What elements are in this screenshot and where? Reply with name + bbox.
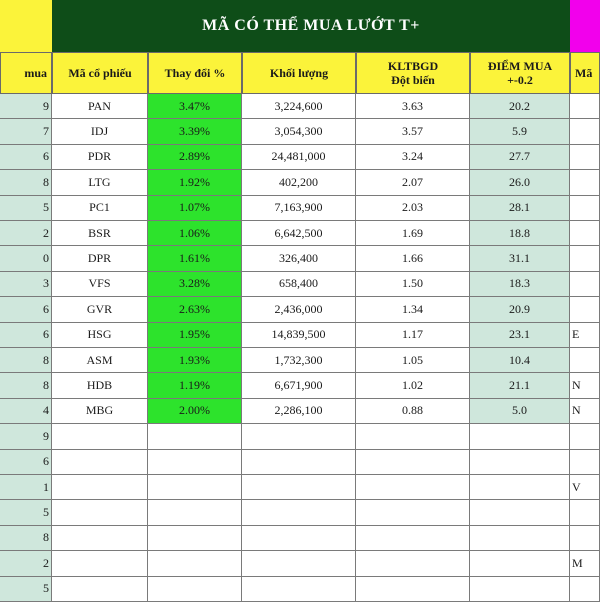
- empty-cell: [356, 475, 470, 500]
- cell-point: 20.9: [470, 297, 570, 322]
- header-kltbgd-line1: KLTBGD: [387, 59, 439, 73]
- cell-volume: 6,671,900: [242, 373, 356, 398]
- empty-cell: [470, 475, 570, 500]
- cell-code: GVR: [52, 297, 148, 322]
- right-partial-cell: [570, 450, 600, 475]
- right-partial-cell: N: [570, 373, 600, 398]
- cell-kltbgd: 2.07: [356, 170, 470, 195]
- right-partial-cell: [570, 272, 600, 297]
- header-point: [470, 52, 570, 94]
- cell-point: 28.1: [470, 196, 570, 221]
- cell-code: HSG: [52, 323, 148, 348]
- cell-kltbgd: 1.66: [356, 246, 470, 271]
- cell-point: 20.2: [470, 94, 570, 119]
- cell-point: 5.0: [470, 399, 570, 424]
- cell-change: 1.19%: [148, 373, 242, 398]
- cell-change: 3.39%: [148, 119, 242, 144]
- empty-cell: [52, 551, 148, 576]
- cell-point: 21.1: [470, 373, 570, 398]
- left-partial-cell: 0: [0, 246, 52, 271]
- empty-cell: [52, 500, 148, 525]
- left-partial-cell: 9: [0, 424, 52, 449]
- empty-cell: [148, 551, 242, 576]
- empty-cell: [148, 500, 242, 525]
- left-partial-cell: 6: [0, 145, 52, 170]
- cell-volume: 3,224,600: [242, 94, 356, 119]
- cell-kltbgd: 0.88: [356, 399, 470, 424]
- empty-cell: [148, 475, 242, 500]
- left-partial-cell: 5: [0, 196, 52, 221]
- empty-cell: [356, 577, 470, 602]
- empty-cell: [52, 424, 148, 449]
- header-kltbgd-line2: Đột biến: [391, 73, 435, 87]
- cell-change: 2.00%: [148, 399, 242, 424]
- right-partial-cell: [570, 221, 600, 246]
- empty-cell: [148, 526, 242, 551]
- empty-cell: [356, 526, 470, 551]
- empty-cell: [356, 500, 470, 525]
- cell-change: 1.93%: [148, 348, 242, 373]
- right-partial-cell: [570, 119, 600, 144]
- cell-code: PDR: [52, 145, 148, 170]
- cell-point: 18.8: [470, 221, 570, 246]
- cell-code: MBG: [52, 399, 148, 424]
- cell-volume: 2,436,000: [242, 297, 356, 322]
- cell-volume: 1,732,300: [242, 348, 356, 373]
- cell-volume: 7,163,900: [242, 196, 356, 221]
- left-partial-cell: 8: [0, 348, 52, 373]
- cell-volume: 2,286,100: [242, 399, 356, 424]
- left-partial-cell: 2: [0, 551, 52, 576]
- left-partial-cell: 7: [0, 119, 52, 144]
- empty-cell: [242, 450, 356, 475]
- left-yellow-band: [0, 0, 52, 52]
- cell-code: LTG: [52, 170, 148, 195]
- cell-change: 2.63%: [148, 297, 242, 322]
- right-magenta-band: [570, 0, 600, 52]
- cell-kltbgd: 2.03: [356, 196, 470, 221]
- right-partial-cell: [570, 94, 600, 119]
- cell-kltbgd: 1.02: [356, 373, 470, 398]
- right-partial-cell: [570, 246, 600, 271]
- right-partial-cell: E: [570, 323, 600, 348]
- header-kltbgd: [356, 52, 470, 94]
- cell-point: 27.7: [470, 145, 570, 170]
- left-partial-cell: 9: [0, 94, 52, 119]
- banner-title: MÃ CÓ THỂ MUA LƯỚT T+: [52, 0, 570, 52]
- empty-cell: [470, 526, 570, 551]
- header-change: Thay đổi %: [148, 52, 242, 94]
- right-partial-cell: [570, 348, 600, 373]
- left-partial-cell: 4: [0, 399, 52, 424]
- right-partial-cell: [570, 500, 600, 525]
- empty-cell: [356, 450, 470, 475]
- empty-cell: [470, 424, 570, 449]
- empty-cell: [470, 500, 570, 525]
- left-partial-header: mua: [0, 52, 52, 94]
- cell-volume: 402,200: [242, 170, 356, 195]
- cell-point: 26.0: [470, 170, 570, 195]
- cell-code: IDJ: [52, 119, 148, 144]
- cell-kltbgd: 3.24: [356, 145, 470, 170]
- cell-change: 2.89%: [148, 145, 242, 170]
- cell-code: PC1: [52, 196, 148, 221]
- cell-change: 1.95%: [148, 323, 242, 348]
- header-point-line2: +-0.2: [507, 73, 533, 87]
- cell-code: VFS: [52, 272, 148, 297]
- cell-volume: 14,839,500: [242, 323, 356, 348]
- cell-change: 1.92%: [148, 170, 242, 195]
- cell-point: 5.9: [470, 119, 570, 144]
- cell-volume: 658,400: [242, 272, 356, 297]
- left-partial-cell: 1: [0, 475, 52, 500]
- right-partial-cell: [570, 577, 600, 602]
- right-partial-cell: [570, 170, 600, 195]
- left-partial-cell: 5: [0, 577, 52, 602]
- cell-kltbgd: 1.34: [356, 297, 470, 322]
- cell-code: HDB: [52, 373, 148, 398]
- cell-kltbgd: 3.57: [356, 119, 470, 144]
- empty-cell: [52, 526, 148, 551]
- header-point-line1: ĐIỂM MUA: [487, 59, 553, 73]
- cell-point: 18.3: [470, 272, 570, 297]
- cell-change: 3.28%: [148, 272, 242, 297]
- cell-point: 23.1: [470, 323, 570, 348]
- header-code: Mã cổ phiếu: [52, 52, 148, 94]
- right-partial-cell: [570, 526, 600, 551]
- cell-change: 1.07%: [148, 196, 242, 221]
- empty-cell: [356, 551, 470, 576]
- right-partial-header: Mã: [570, 52, 600, 94]
- cell-kltbgd: 1.69: [356, 221, 470, 246]
- right-partial-cell: [570, 196, 600, 221]
- empty-cell: [148, 424, 242, 449]
- left-partial-cell: 5: [0, 500, 52, 525]
- cell-kltbgd: 3.63: [356, 94, 470, 119]
- left-partial-cell: 3: [0, 272, 52, 297]
- cell-volume: 24,481,000: [242, 145, 356, 170]
- empty-cell: [470, 551, 570, 576]
- cell-point: 10.4: [470, 348, 570, 373]
- cell-point: 31.1: [470, 246, 570, 271]
- cell-change: 1.61%: [148, 246, 242, 271]
- left-partial-cell: 8: [0, 170, 52, 195]
- cell-code: PAN: [52, 94, 148, 119]
- empty-cell: [52, 475, 148, 500]
- left-partial-cell: 8: [0, 373, 52, 398]
- empty-cell: [470, 577, 570, 602]
- cell-volume: 3,054,300: [242, 119, 356, 144]
- left-partial-cell: 6: [0, 323, 52, 348]
- cell-kltbgd: 1.50: [356, 272, 470, 297]
- right-partial-cell: N: [570, 399, 600, 424]
- right-partial-cell: [570, 424, 600, 449]
- empty-cell: [52, 577, 148, 602]
- cell-code: ASM: [52, 348, 148, 373]
- left-partial-cell: 8: [0, 526, 52, 551]
- cell-code: DPR: [52, 246, 148, 271]
- left-partial-cell: 6: [0, 297, 52, 322]
- right-partial-cell: [570, 297, 600, 322]
- cell-volume: 6,642,500: [242, 221, 356, 246]
- cell-change: 3.47%: [148, 94, 242, 119]
- empty-cell: [242, 577, 356, 602]
- empty-cell: [242, 475, 356, 500]
- cell-volume: 326,400: [242, 246, 356, 271]
- empty-cell: [242, 551, 356, 576]
- header-volume: Khối lượng: [242, 52, 356, 94]
- left-partial-cell: 2: [0, 221, 52, 246]
- empty-cell: [242, 526, 356, 551]
- empty-cell: [470, 450, 570, 475]
- cell-code: BSR: [52, 221, 148, 246]
- empty-cell: [356, 424, 470, 449]
- cell-kltbgd: 1.05: [356, 348, 470, 373]
- left-partial-cell: 6: [0, 450, 52, 475]
- cell-change: 1.06%: [148, 221, 242, 246]
- empty-cell: [148, 450, 242, 475]
- empty-cell: [242, 500, 356, 525]
- empty-cell: [242, 424, 356, 449]
- right-partial-cell: [570, 145, 600, 170]
- right-partial-cell: V: [570, 475, 600, 500]
- empty-cell: [52, 450, 148, 475]
- right-partial-cell: M: [570, 551, 600, 576]
- empty-cell: [148, 577, 242, 602]
- cell-kltbgd: 1.17: [356, 323, 470, 348]
